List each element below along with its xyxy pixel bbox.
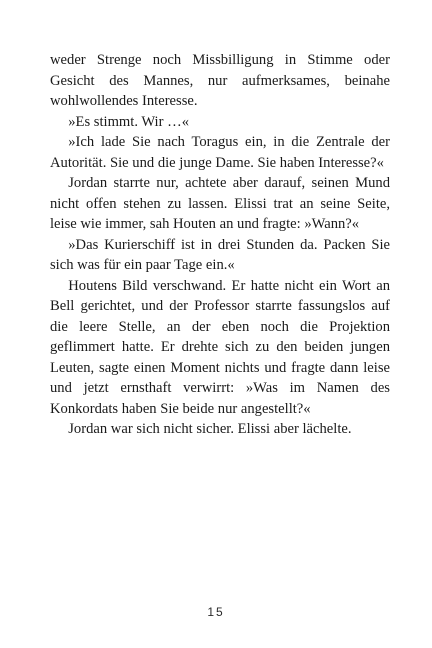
paragraph-5: »Das Kurierschiff ist in drei Stunden da. Packen Sie sich was für ein paar Tage ein.«	[50, 236, 390, 273]
paragraph-3: »Ich lade Sie nach Toragus ein, in die Zentrale der Autorität. Sie und die junge Dame. Sie haben Interesse?«	[50, 134, 390, 171]
paragraph-6: Houtens Bild verschwand. Er hatte nicht ein Wort an Bell gerichtet, und der Professor starrte fassungslos auf die leere Stelle, an der eben noch die Projektion geflimmert hatte. Er drehte sich zu den beiden jungen Leuten, sagte einen Moment nichts und fragte dann leise und jetzt ernsthaft verwirrt: »Was im Namen des Konkordats haben Sie beide nur angestellt?«	[50, 277, 390, 417]
paragraph-7: Jordan war sich nicht sicher. Elissi aber lächelte.	[68, 421, 352, 437]
paragraph-1: weder Strenge noch Missbilligung in Stimme oder Gesicht des Mannes, nur aufmerksames, beinahe wohlwollendes Interesse.	[50, 52, 390, 109]
body-text	[50, 50, 390, 440]
page-number: 15	[207, 605, 225, 619]
paragraph-2: »Es stimmt. Wir …«	[68, 113, 190, 130]
paragraph-4: Jordan starrte nur, achtete aber darauf, seinen Mund nicht offen stehen zu lassen. Elissi trat an seine Seite, leise wie immer, sah Houten an und fragte: »Wann?«	[50, 175, 390, 232]
